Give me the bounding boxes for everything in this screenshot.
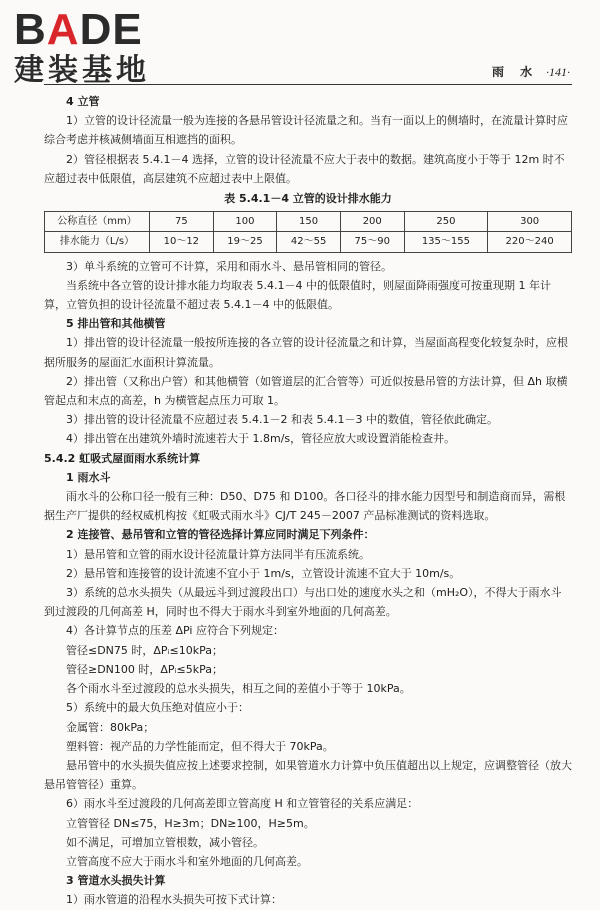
paragraph: 5）系统中的最大负压绝对值应小于： (66, 701, 249, 715)
paragraph: 当系统中各立管的设计排水能力均取表 5.4.1－4 中的低限值时，则屋面降雨强度可按重现期 1 年计算，立管负担的设计径流量不超过表 5.4.1－4 中的低限值。 (44, 278, 551, 312)
header-rule (44, 84, 572, 85)
table-cell: 75～90 (340, 232, 404, 252)
table-cell: 10～12 (150, 232, 214, 252)
table-row-capacity (45, 232, 572, 252)
logo-wordmark: BADE (14, 5, 143, 54)
section-heading: 2 连接管、悬吊管和立管的管径选择计算应同时满足下列条件： (66, 528, 375, 542)
paragraph: 悬吊管中的水头损失值应按上述要求控制，如果管道水力计算中负压值超出以上规定，应调整管径（放大悬吊管管径）重算。 (44, 758, 572, 792)
paragraph: 管径≥DN100 时，ΔPᵢ≤5kPa； (66, 662, 223, 676)
paragraph: 如不满足，可增加立管根数，减小管径。 (66, 835, 264, 849)
table-cell: 135～155 (404, 232, 488, 252)
table-cell: 19～25 (213, 232, 277, 252)
paragraph: 3）系统的总水头损失（从最远斗到过渡段出口）与出口处的速度水头之和（mH₂O），不得大于雨水斗到过渡段的几何高差 H，同时也不得大于雨水斗到室外地面的几何高差。 (44, 586, 562, 619)
row-label: 排水能力（L/s） (45, 232, 150, 252)
paragraph: 3）单斗系统的立管可不计算，采用和雨水斗、悬吊管相同的管径。 (66, 259, 392, 273)
table-cell: 300 (488, 212, 572, 232)
paragraph: 4）各计算节点的压差 ΔPi 应符合下列规定： (66, 624, 284, 638)
page-body (44, 92, 572, 910)
riser-capacity-table (44, 211, 572, 252)
paragraph: 1）悬吊管和立管的雨水设计径流量计算方法同半有压流系统。 (66, 547, 370, 561)
table-caption: 表 5.4.1－4 立管的设计排水能力 (224, 192, 392, 206)
paragraph: 立管管径 DN≤75，H≥3m；DN≥100，H≥5m。 (66, 816, 315, 830)
text-block-1 (44, 92, 572, 188)
table-cell: 250 (404, 212, 488, 232)
table-cell: 220～240 (488, 232, 572, 252)
row-label: 公称直径（mm） (45, 212, 150, 232)
table-cell: 150 (277, 212, 341, 232)
paragraph: 6）雨水斗至过渡段的几何高差即立管高度 H 和立管管径的关系应满足： (66, 797, 419, 811)
paragraph: 2）悬吊管和连接管的设计流速不宜小于 1m/s，立管设计流速不宜大于 10m/s。 (66, 566, 461, 580)
section-heading: 4 立管 (66, 95, 100, 108)
page-number: ·141· (546, 65, 570, 79)
paragraph: 4）排出管在出建筑外墙时流速若大于 1.8m/s，管径应放大或设置消能检查井。 (66, 432, 456, 446)
text-block-2 (44, 257, 572, 910)
paragraph: 3）排出管的设计径流量不应超过表 5.4.1－2 和表 5.4.1－3 中的数值，管径依此确定。 (66, 413, 498, 427)
paragraph: 雨水斗的公称口径一般有三种：D50、D75 和 D100。各口径斗的排水能力因型号和制造商而异，需根据生产厂提供的经权威机构按《虹吸式雨水斗》CJ/T 245－2007 产品标准测试的资料选取。 (44, 490, 566, 523)
paragraph: 1）排出管的设计径流量一般按所连接的各立管的设计径流量之和计算，当屋面高程变化较复杂时，应根据所服务的屋面汇水面积计算流量。 (44, 336, 568, 369)
paragraph: 金属管：80kPa； (66, 720, 155, 734)
paragraph: 1）雨水管道的沿程水头损失可按下式计算： (66, 893, 282, 907)
section-heading: 3 管道水头损失计算 (66, 874, 166, 888)
paragraph: 2）排出管（又称出户管）和其他横管（如管道层的汇合管等）可近似按悬吊管的方法计算，但 Δh 取横管起点和末点的高差，h 为横管起点压力可取 1。 (44, 374, 568, 408)
section-name: 雨 水 (491, 65, 539, 79)
paragraph: 塑料管：视产品的力学性能而定，但不得大于 70kPa。 (66, 739, 334, 753)
paragraph: 各个雨水斗至过渡段的总水头损失，相互之间的差值小于等于 10kPa。 (66, 682, 411, 696)
section-heading: 5 排出管和其他横管 (66, 317, 166, 331)
paragraph: 管径≤DN75 时，ΔPᵢ≤10kPa； (66, 643, 223, 657)
logo (14, 5, 184, 88)
table-cell: 200 (340, 212, 404, 232)
paragraph: 1）立管的设计径流量一般为连接的各悬吊管设计径流量之和。当有一面以上的侧墙时，在流量计算时应综合考虑并核减侧墙面互相遮挡的面积。 (44, 114, 568, 147)
paragraph: 立管高度不应大于雨水斗和室外地面的几何高差。 (66, 854, 308, 868)
section-heading: 1 雨水斗 (66, 470, 111, 484)
paragraph: 2）管径根据表 5.4.1－4 选择，立管的设计径流量不应大于表中的数据。建筑高度小于等于 12m 时不应超过表中低限值，高层建筑不应超过表中上限值。 (44, 152, 565, 185)
table-row-diameter (45, 212, 572, 232)
table-cell: 75 (150, 212, 214, 232)
table-cell: 100 (213, 212, 277, 232)
section-heading: 5.4.2 虹吸式屋面雨水系统计算 (44, 451, 201, 465)
table-cell: 42～55 (277, 232, 341, 252)
running-header (492, 63, 570, 80)
logo-chinese-name: 建装基地 (14, 53, 150, 88)
